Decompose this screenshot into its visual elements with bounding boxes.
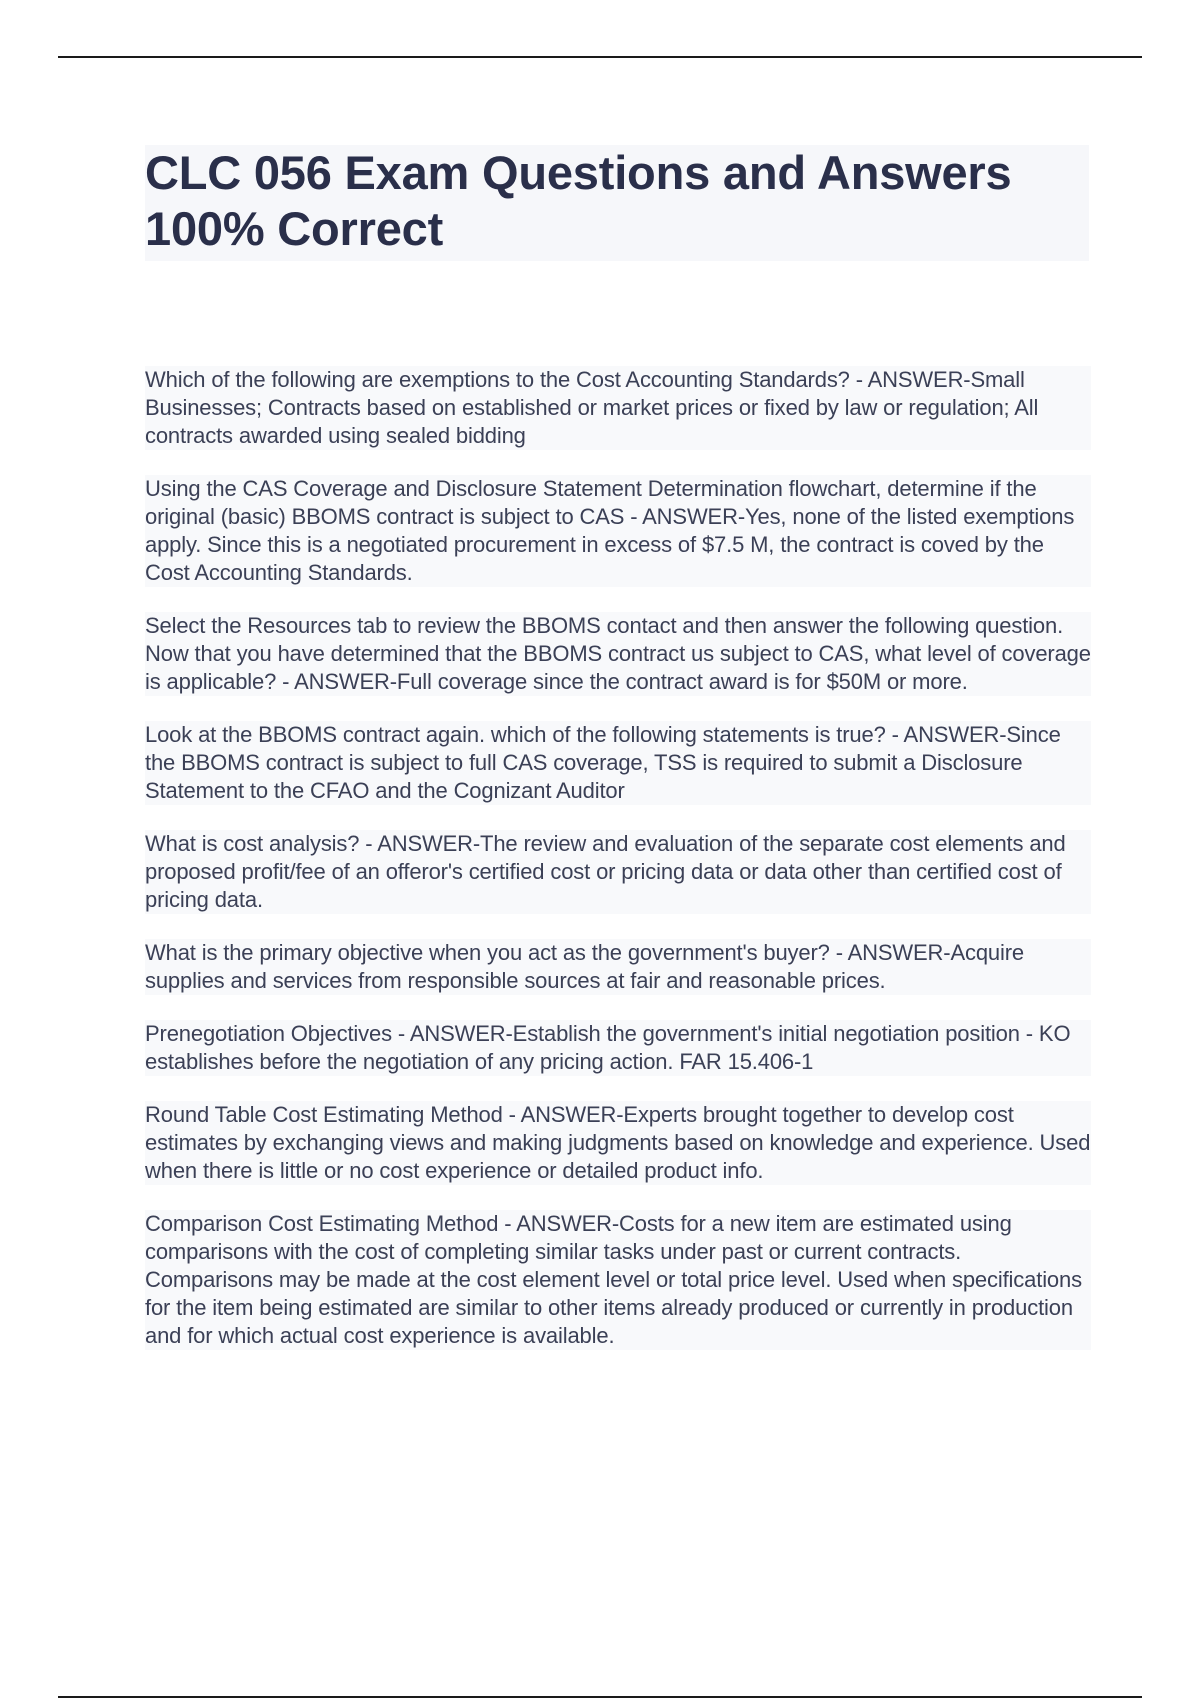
qa-item: Look at the BBOMS contract again. which of the following statements is true? - ANSWER-Since the BBOMS contract is subject to full CAS coverage, TSS is required to submit a Disclosure Statement to the CFAO and the Cognizant Auditor: [145, 721, 1091, 805]
qa-item: Which of the following are exemptions to the Cost Accounting Standards? - ANSWER-Small Businesses; Contracts based on established or market prices or fixed by law or regulation; All contracts awarded using sealed bidding: [145, 366, 1091, 450]
qa-item: What is cost analysis? - ANSWER-The review and evaluation of the separate cost elements and proposed profit/fee of an offeror's certified cost or pricing data or data other than certified cost of pricing data.: [145, 830, 1091, 914]
bottom-rule: [58, 1696, 1142, 1698]
page-title: CLC 056 Exam Questions and Answers 100% Correct: [145, 146, 1012, 255]
qa-item: What is the primary objective when you act as the government's buyer? - ANSWER-Acquire supplies and services from responsible sources at fair and reasonable prices.: [145, 939, 1091, 995]
qa-list: [145, 366, 1091, 1375]
qa-item: Using the CAS Coverage and Disclosure Statement Determination flowchart, determine if the original (basic) BBOMS contract is subject to CAS - ANSWER-Yes, none of the listed exemptions apply. Since this is a negotiated procurement in excess of $7.5 M, the contract is coved by the Cost Accounting Standards.: [145, 475, 1091, 587]
qa-item: Select the Resources tab to review the BBOMS contact and then answer the following question. Now that you have determined that the BBOMS contract us subject to CAS, what level of coverage is applicable? - ANSWER-Full coverage since the contract award is for $50M or more.: [145, 613, 1091, 694]
title-block: [145, 145, 1089, 261]
qa-item: Round Table Cost Estimating Method - ANSWER-Experts brought together to develop cost estimates by exchanging views and making judgments based on knowledge and experience. Used when there is little or no cost experience or detailed product info.: [145, 1102, 1091, 1183]
qa-item: Prenegotiation Objectives - ANSWER-Establish the government's initial negotiation position - KO establishes before the negotiation of any pricing action. FAR 15.406-1: [145, 1020, 1091, 1076]
qa-item: Comparison Cost Estimating Method - ANSWER-Costs for a new item are estimated using comparisons with the cost of completing similar tasks under past or current contracts. Comparisons may be made at the cost element level or total price level. Used when specifications for the item being estimated are similar to other items already produced or currently in production and for which actual cost experience is available.: [145, 1210, 1091, 1350]
top-rule: [58, 56, 1142, 58]
